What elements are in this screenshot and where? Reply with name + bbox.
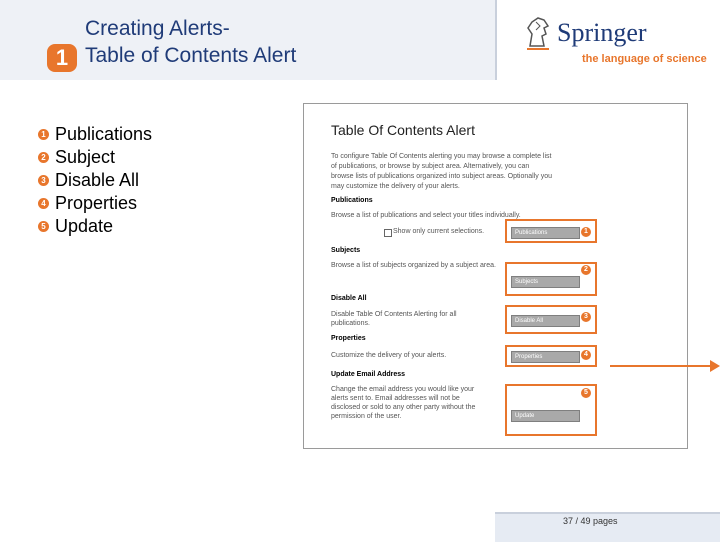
marker-4: 4 <box>581 350 591 360</box>
steps-list <box>38 123 152 238</box>
section-text-update: permission of the user. <box>331 413 402 420</box>
step-number-4: 4 <box>38 198 49 209</box>
section-heading-publications: Publications <box>331 197 373 204</box>
intro-text-line: of publications, or browse by subject area. Alternatively, you can <box>331 163 530 170</box>
show-current-checkbox[interactable] <box>384 229 392 237</box>
section-text-update: disclosed or sold to any other party without the <box>331 404 476 411</box>
subjects-button[interactable]: Subjects <box>511 276 580 288</box>
section-text-disable: Disable Table Of Contents Alerting for all <box>331 311 457 318</box>
step-item-publications <box>38 123 152 146</box>
step-item-subject <box>38 146 152 169</box>
intro-text-line: To configure Table Of Contents alerting you may browse a complete list <box>331 153 552 160</box>
section-heading-disable-all: Disable All <box>331 295 367 302</box>
slide-title-line2: Table of Contents Alert <box>85 44 297 67</box>
step-badge: 1 <box>47 44 77 72</box>
step-item-update <box>38 215 152 238</box>
intro-text-line: may customize the delivery of your alerts. <box>331 183 460 190</box>
arrow-line <box>610 365 714 367</box>
step-item-properties <box>38 192 152 215</box>
section-text-subjects: Browse a list of subjects organized by a subject area. <box>331 262 496 269</box>
section-heading-subjects: Subjects <box>331 247 361 254</box>
step-number-1: 1 <box>38 129 49 140</box>
embedded-screenshot <box>303 103 688 449</box>
properties-button[interactable]: Properties <box>511 351 580 363</box>
step-item-disable-all <box>38 169 152 192</box>
marker-5: 5 <box>581 388 591 398</box>
section-text-properties: Customize the delivery of your alerts. <box>331 352 447 359</box>
logo-underline <box>527 48 549 50</box>
screenshot-title: Table Of Contents Alert <box>331 122 475 138</box>
step-label-publications: Publications <box>55 124 153 144</box>
marker-1: 1 <box>581 227 591 237</box>
page-indicator: 37 / 49 pages <box>563 516 618 526</box>
slide-title-line1: Creating Alerts- <box>85 17 230 40</box>
step-number-5: 5 <box>38 221 49 232</box>
step-label-update: Update <box>55 216 114 236</box>
marker-3: 3 <box>581 312 591 322</box>
section-text-update: Change the email address you would like your <box>331 386 475 393</box>
show-current-checkbox-label: Show only current selections. <box>393 228 485 235</box>
step-label-subject: Subject <box>55 147 116 167</box>
section-heading-update-email: Update Email Address <box>331 371 406 378</box>
step-number-3: 3 <box>38 175 49 186</box>
arrow-right-icon <box>710 360 720 372</box>
section-heading-properties: Properties <box>331 335 366 342</box>
springer-horse-logo-icon <box>524 16 554 50</box>
brand-tagline: the language of science <box>582 53 707 65</box>
disable-all-button[interactable]: Disable All <box>511 315 580 327</box>
step-label-disable-all: Disable All <box>55 170 140 190</box>
step-number-2: 2 <box>38 152 49 163</box>
marker-2: 2 <box>581 265 591 275</box>
update-button[interactable]: Update <box>511 410 580 422</box>
brand-name: Springer <box>557 18 647 47</box>
section-text-disable: publications. <box>331 320 370 327</box>
section-text-update: alerts sent to. Email addresses will not be <box>331 395 460 402</box>
intro-text-line: browse lists of publications organized into subject areas. Optionally you <box>331 173 553 180</box>
step-label-properties: Properties <box>55 193 138 213</box>
section-text-publications: Browse a list of publications and select your titles individually. <box>331 212 521 219</box>
publications-button[interactable]: Publications <box>511 227 580 239</box>
